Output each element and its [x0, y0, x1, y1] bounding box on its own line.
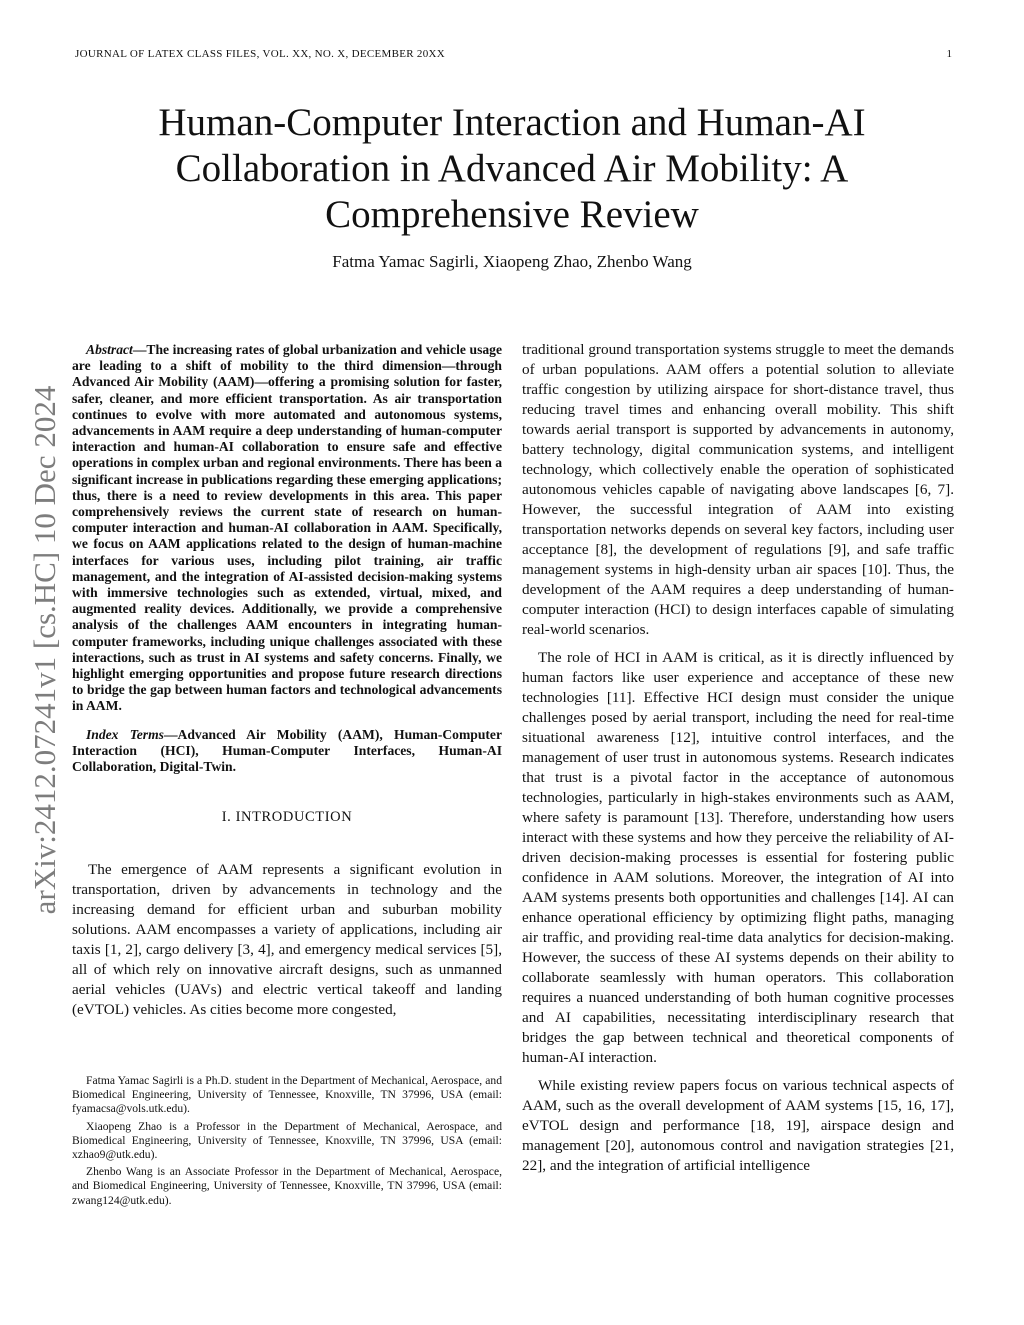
- right-column: [522, 340, 954, 1176]
- body-paragraph-existing-reviews: [522, 1076, 954, 1176]
- intro-paragraph: [72, 860, 502, 1020]
- section-heading-introduction: I. INTRODUCTION: [221, 809, 353, 826]
- footnote-second-author: [72, 1120, 502, 1163]
- index-terms-label: Index Terms: [86, 726, 164, 742]
- footnote-third-author: [72, 1165, 502, 1208]
- intro-paragraph-text: The emergence of AAM represents a significant evolution in transportation, driven by advancements in technology and the increasing demand for efficient urban and suburban mobility solutions. AAM encompasses a variety of applications, including air taxis [1, 2], cargo delivery [3, 4], and emergency medical services [5], all of which rely on innovative aircraft designs, such as unmanned aerial vehicles (UAVs) and electric vertical takeoff and landing (eVTOL) vehicles. As cities become more congested,: [72, 861, 502, 1019]
- index-terms: [72, 727, 502, 776]
- abstract-label: Abstract: [86, 342, 133, 357]
- body-paragraph-hci-role: [522, 648, 954, 1068]
- body-paragraph-continued: [522, 340, 954, 640]
- paragraph-text: While existing review papers focus on various technical aspects of AAM, such as the overall development of AAM systems [15, 16, 17], eVTOL design and performance [18, 19], airspace design and management [20], autonomous control and navigation strategies [21, 22], and the integration of artificial intelligence: [522, 1077, 954, 1174]
- paragraph-text: traditional ground transportation systems struggle to meet the demands of urban populations. AAM offers a potential solution to alleviate traffic congestion by utilizing airspace for short-distance travel, thus reducing travel times and enhancing overall mobility. This shift towards aerial transport is supported by advancements in autonomy, battery technology, digital communication systems, and intelligent technology, which collectively enable the operation of sophisticated autonomous vehicles capable of navigating above landscapes [6, 7]. However, the successful integration of AAM into existing transportation networks depends on several key factors, including user acceptance [8], the development of regulations [9], and safe traffic management systems in high-density urban air spaces [10]. Thus, the development of the AAM requires a deep understanding of human-computer interaction (HCI) to design interfaces capable of simulating real-world scenarios.: [522, 341, 954, 638]
- running-header: JOURNAL OF LATEX CLASS FILES, VOL. XX, NO. X, DECEMBER 20XX: [75, 48, 446, 60]
- footnote-text: Fatma Yamac Sagirli is a Ph.D. student in the Department of Mechanical, Aerospace, and Biomedical Engineering, University of Tennessee, Knoxville, TN 37996, USA (email: fyamacsa@vols.utk.edu).: [72, 1074, 502, 1116]
- footnote-text: Zhenbo Wang is an Associate Professor in the Department of Mechanical, Aerospace, and Biomedical Engineering, University of Tennessee, Knoxville, TN 37996, USA (email: zwang124@utk.edu).: [72, 1165, 502, 1207]
- arxiv-identifier: arXiv:2412.07241v1 [cs.HC] 10 Dec 2024: [27, 385, 62, 915]
- footnotes: [72, 1074, 502, 1211]
- abstract: [72, 342, 502, 715]
- left-column: [72, 342, 502, 1020]
- footnote-first-author: [72, 1074, 502, 1117]
- index-terms-text: —Advanced Air Mobility (AAM), Human-Computer Interaction (HCI), Human-Computer Interfaces, Human-AI Collaboration, Digital-Twin.: [72, 726, 502, 775]
- paragraph-text: The role of HCI in AAM is critical, as it is directly influenced by human factors like user experience and acceptance of these new technologies [11]. Effective HCI design must consider the unique challenges posed by aerial transport, including the need for real-time situational awareness [12], intuitive control interfaces, and the management of user trust in autonomous systems. Research indicates that trust is a pivotal factor in the acceptance of autonomous technologies, particularly in high-stakes environments such as AAM, where safety is paramount [13]. Therefore, understanding how users interact with these systems and how they perceive the reliability of AI-driven decision-making processes is essential for fostering public confidence in AAM solutions. Moreover, the integration of AI into AAM systems presents both opportunities and challenges [14]. AI can enhance operational efficiency by optimizing flight paths, managing air traffic, and providing real-time data analytics for decision-making. However, the success of these AI systems depends on their ability to collaborate seamlessly with human operators. This collaboration requires a nuanced understanding of both human cognitive processes and AI capabilities, necessitating interdisciplinary research that bridges the gap between technical and theoretical components of human-AI interaction.: [522, 649, 954, 1066]
- page-number: 1: [946, 48, 952, 60]
- abstract-text: —The increasing rates of global urbanization and vehicle usage are leading to a shift of mobility to the third dimension—through Advanced Air Mobility (AAM)—offering a promising solution for faster, safer, cleaner, and more efficient transportation. As air transportation continues to evolve with more automated and autonomous systems, advancements in AAM require a deep understanding of human-computer interaction and human-AI collaboration to ensure safe and effective operations in complex urban and regional environments. There has been a significant increase in publications regarding these emerging applications; thus, there is a need to review developments in this area. This paper comprehensively reviews the current state of research on human-computer interaction and human-AI collaboration in AAM. Specifically, we focus on AAM applications related to the design of human-machine interfaces for various uses, including pilot training, air traffic management, and the integration of AI-assisted decision-making systems with immersive technologies such as extended, virtual, mixed, and augmented reality devices. Additionally, we provide a comprehensive analysis of the challenges AAM encounters in integrating human-computer frameworks, including unique challenges associated with these interactions, such as trust in AI systems and safety concerns. Finally, we highlight emerging opportunities and propose future research directions to bridge the gap between human factors and technological advancements in AAM.: [72, 342, 502, 714]
- arxiv-sidebar: [20, 350, 70, 950]
- author-list: Fatma Yamac Sagirli, Xiaopeng Zhao, Zhenbo Wang: [332, 252, 692, 271]
- footnote-text: Xiaopeng Zhao is a Professor in the Department of Mechanical, Aerospace, and Biomedical Engineering, University of Tennessee, Knoxville, TN 37996, USA (email: xzhao9@utk.edu).: [72, 1119, 502, 1162]
- paper-title: Human-Computer Interaction and Human-AI Collaboration in Advanced Air Mobility: A Comprehensive Review: [158, 101, 866, 236]
